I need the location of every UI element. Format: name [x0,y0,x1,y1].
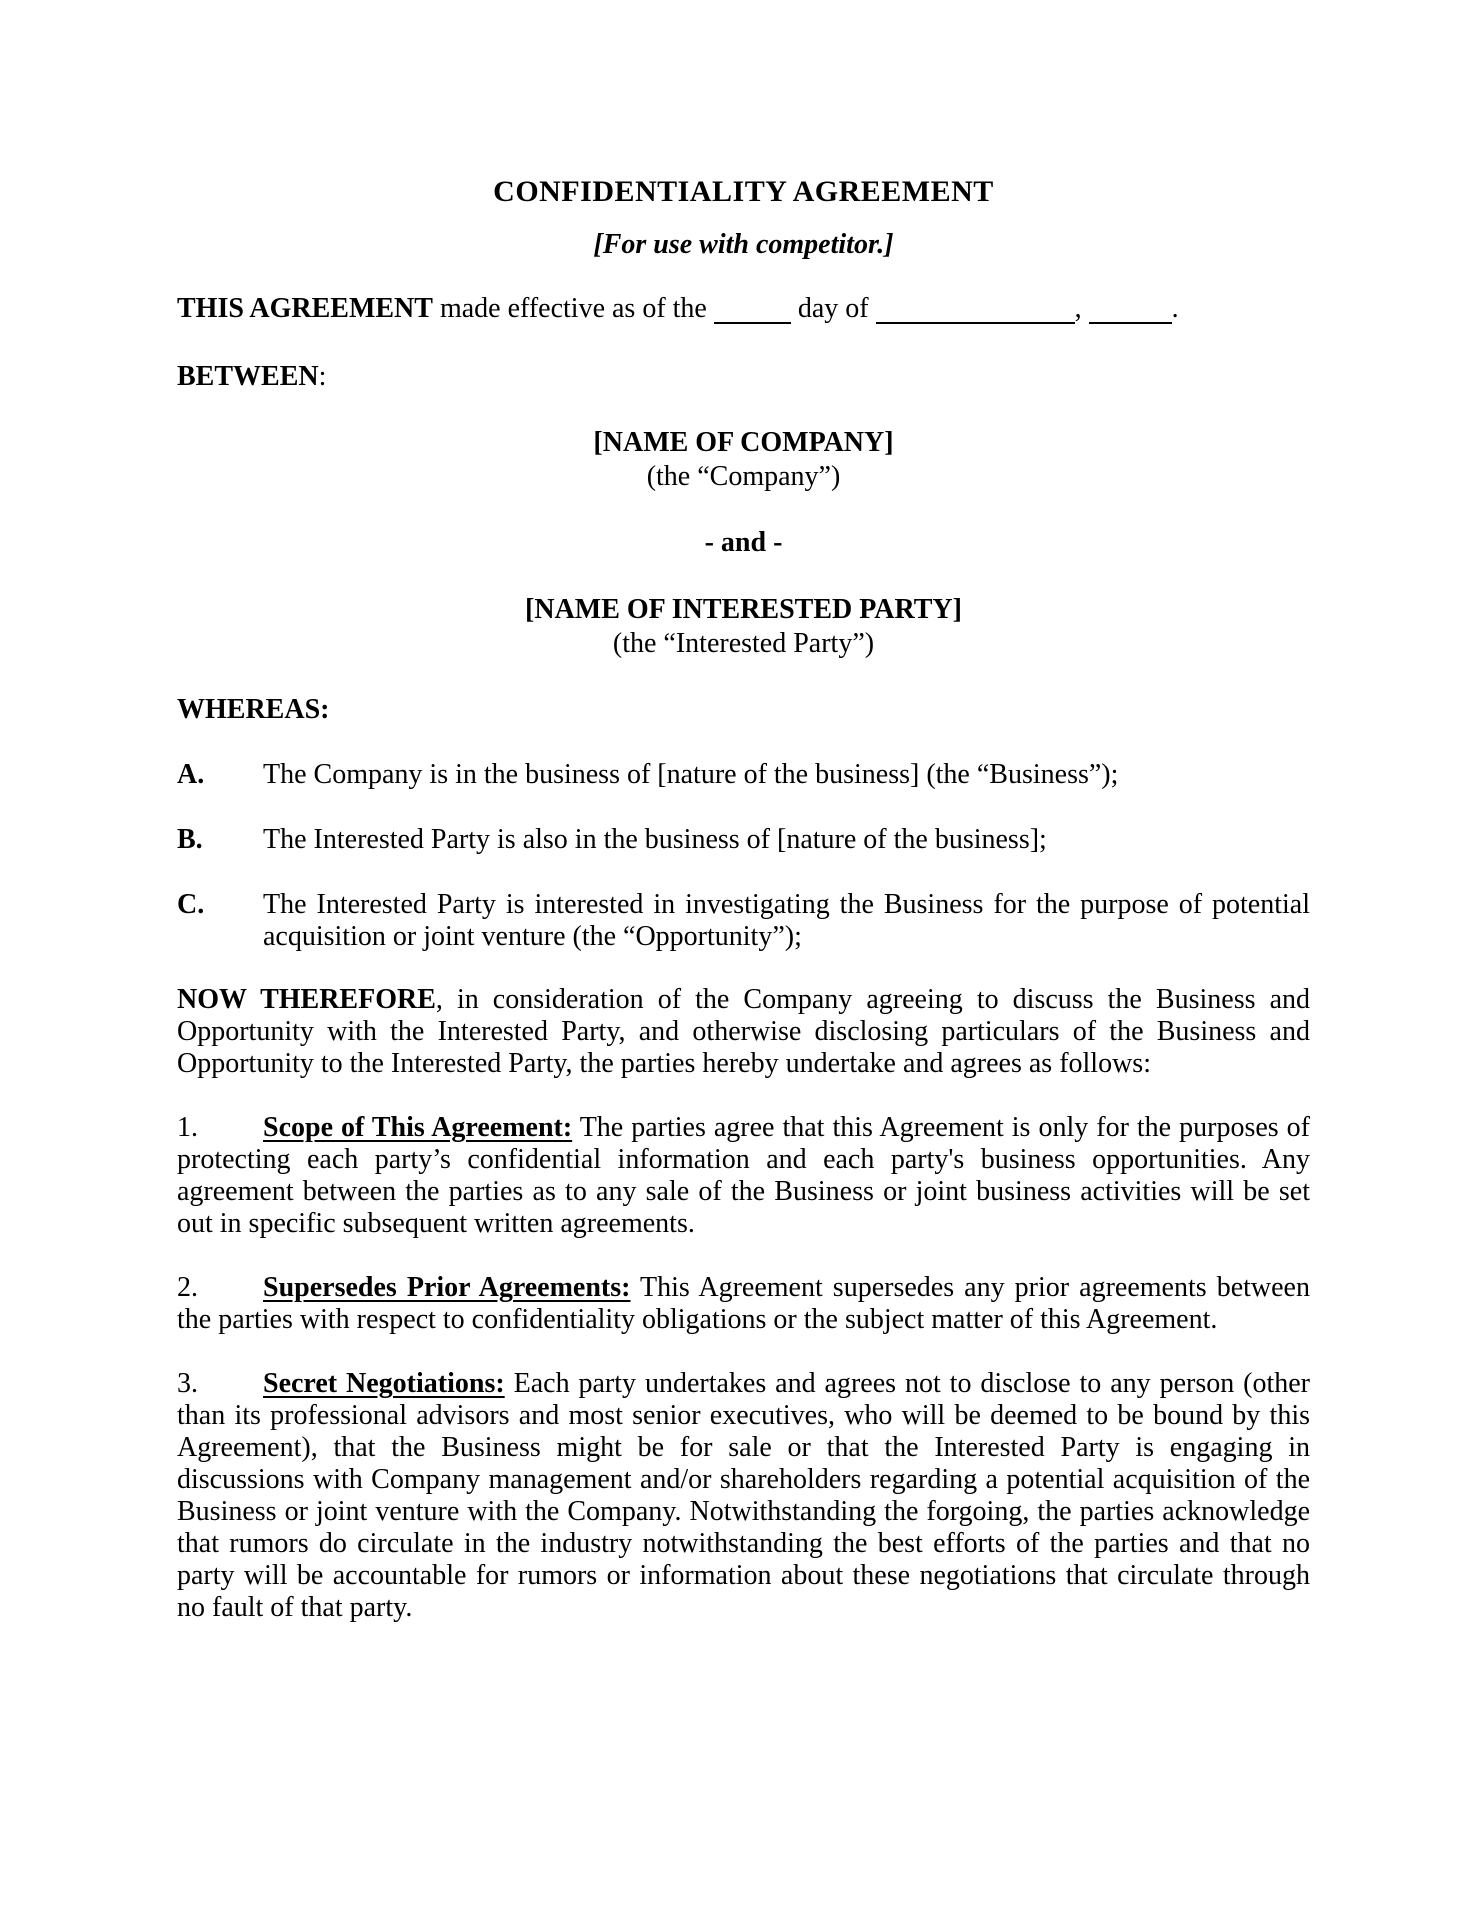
and-separator: - and - [704,527,783,558]
now-therefore-text: , in consideration of the Company agreeing to discuss the Business and Opportunity with the Interested Party, and otherwise disclosing particulars of the Business and Opportunity to the Interested Party, the parties hereby undertake and agrees as follows: [177,984,1310,1079]
interested-party-name-placeholder: [NAME OF INTERESTED PARTY] [525,594,962,625]
section-2-number: 2. [177,1272,198,1303]
recital-b [177,824,1310,856]
section-3-secret-negotiations [177,1368,1310,1624]
recital-c [177,889,1310,953]
year-blank-line [1089,304,1172,324]
recital-a [177,759,1310,791]
month-blank-line [876,304,1075,324]
recital-c-text: The Interested Party is interested in investigating the Business for the purpose of potential acquisition or joint venture (the “Opportunity”); [263,889,1310,952]
recital-a-letter: A. [177,759,205,790]
effective-date-text-2: day of [790,293,876,324]
recital-a-text: The Company is in the business of [nature of the business] (the “Business”); [263,759,1119,790]
effective-date-line [177,293,1310,325]
section-1-number: 1. [177,1112,198,1143]
now-therefore-paragraph [177,984,1310,1080]
recital-b-letter: B. [177,824,203,855]
section-2-body: This Agreement supersedes any prior agreements between the parties with respect to confidentiality obligations or the subject matter of this Agreement. [177,1272,1310,1335]
between-colon: : [318,361,327,392]
document-title: CONFIDENTIALITY AGREEMENT [493,175,994,208]
day-blank-line [714,304,791,324]
company-name-placeholder: [NAME OF COMPANY] [593,427,894,458]
section-1-heading: Scope of This Agreement: [263,1112,573,1143]
now-therefore-lead: NOW THEREFORE [177,984,436,1015]
section-2-heading: Supersedes Prior Agreements: [263,1272,631,1303]
section-3-body: Each party undertakes and agrees not to disclose to any person (other than its professional advisors and most senior executives, who will be deemed to be bound by this Agreement), that the Business might be for sale or that the Interested Party is engaging in discussions with Company management and/or shareholders regarding a potential acquisition of the Business or joint venture with the Company. Notwithstanding the forgoing, the parties acknowledge that rumors do circulate in the industry notwithstanding the best efforts of the parties and that no party will be accountable for rumors or information about these negotiations that circulate through no fault of that party. [177,1368,1311,1623]
recital-b-text: The Interested Party is also in the business of [nature of the business]; [263,824,1047,855]
this-agreement-lead: THIS AGREEMENT [177,293,433,324]
whereas-label: WHEREAS: [177,694,330,725]
effective-date-text-4: . [1171,293,1179,324]
company-alias: (the “Company”) [646,461,841,492]
between-label: BETWEEN [177,361,319,392]
between-line [177,361,1310,393]
interested-party-alias: (the “Interested Party”) [612,628,875,659]
recital-c-letter: C. [177,889,205,920]
effective-date-text-1: made effective as of the [432,293,714,324]
effective-date-text-3: , [1074,293,1089,324]
document-subtitle: [For use with competitor.] [593,229,894,260]
section-3-heading: Secret Negotiations: [263,1368,505,1399]
section-1-body: The parties agree that this Agreement is only for the purposes of protecting each party’s confidential information and each party's business opportunities. Any agreement between the parties as to any sale of the Business or joint business activities will be set out in specific subsequent written agreements. [177,1112,1310,1239]
section-1-scope [177,1112,1310,1240]
section-3-number: 3. [177,1368,198,1399]
section-2-supersedes [177,1272,1310,1336]
